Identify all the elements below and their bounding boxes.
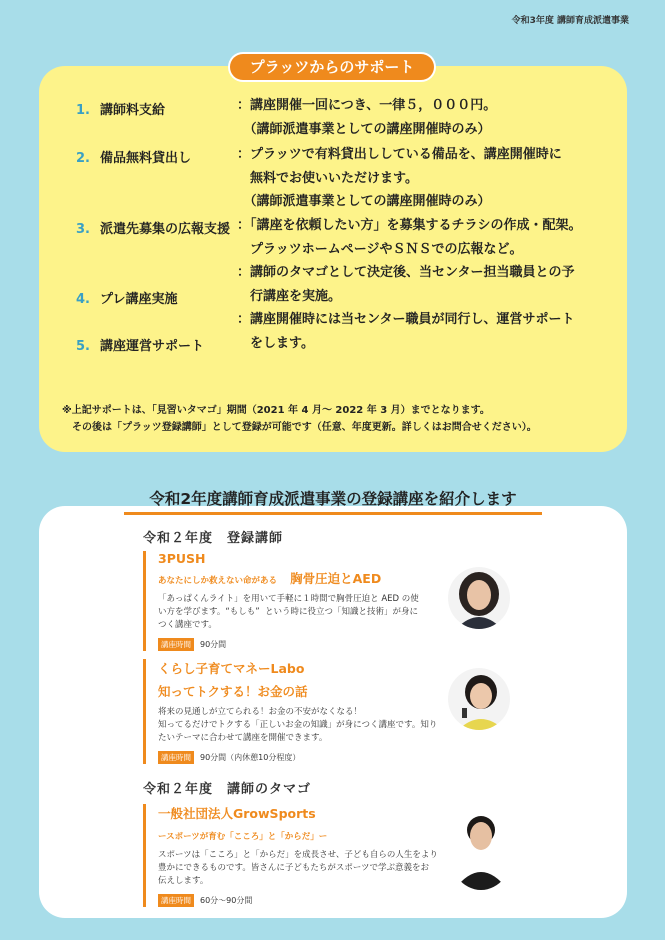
avatar xyxy=(448,668,510,730)
support-note: ※上記サポートは、「見習いタマゴ」期間（2021 年 4 月～ 2022 年 3 月）までとなります。 その後は「プラッツ登録講師」として登録が可能です（任意、年度更新。詳しくはお問合せください）。 xyxy=(62,405,537,433)
course-org: 一般社団法人GrowSports xyxy=(158,806,316,821)
course-tagline: ースポーツが育む「こころ」と「からだ」ー xyxy=(158,832,328,842)
course-description: 将来の見通しが立てられる！お金の不安がなくなる！ 知ってるだけでトクする「正しいお金の知識」が身につく講座です。知り たいテーマに合わせて講座を開催できます。 xyxy=(158,707,438,743)
time-badge: 講座時間 xyxy=(158,751,194,764)
course-title: 知ってトクする！お金の話 xyxy=(158,684,308,699)
course-time: 講座時間 90分間（内休憩10分程度） xyxy=(158,751,443,764)
course-time: 講座時間 90分間 xyxy=(158,638,443,651)
course-org: 3PUSH xyxy=(158,551,206,566)
support-desc-1: ：講座開催一回につき、一律５，０００円。 （講師派遣事業としての講座開催時のみ） xyxy=(237,98,497,137)
person-photo-icon xyxy=(448,808,514,890)
support-item-2: 2. 備品無料貸出し xyxy=(76,151,191,166)
support-desc-4: ：講師のタマゴとして決定後、当センター担当職員との予 行講座を実施。 xyxy=(237,265,575,304)
support-item-1: 1. 講師料支給 xyxy=(76,103,165,118)
course-entry xyxy=(143,804,443,907)
support-item-3: 3. 派遣先募集の広報支援 xyxy=(76,222,230,237)
course-tagline: あなたにしか救えない命がある xyxy=(158,576,278,586)
course-description: スポーツは「こころ」と「からだ」を成長させ、子ども自らの人生をより 豊かにできるものです。皆さんに子どもたちがスポーツで学ぶ意義をお 伝えします。 xyxy=(158,850,438,886)
time-badge: 講座時間 xyxy=(158,894,194,907)
support-desc-5: ：講座開催時には当センター職員が同行し、運営サポート をします。 xyxy=(237,312,575,351)
avatar xyxy=(448,567,510,629)
person-photo-icon xyxy=(448,668,510,730)
course-title: 胸骨圧迫とAED xyxy=(290,571,382,586)
support-desc-2: ：プラッツで有料貸出ししている備品を、講座開催時に 無料でお使いいただけます。 （講師派遣事業としての講座開催時のみ） xyxy=(237,147,562,209)
avatar xyxy=(448,808,514,890)
time-badge: 講座時間 xyxy=(158,638,194,651)
header-tag: 令和3年度 講師育成派遣事業 xyxy=(511,16,629,26)
category-heading-registered: 令和２年度 登録講師 xyxy=(143,531,284,546)
support-item-5: 5. 講座運営サポート xyxy=(76,339,204,354)
person-photo-icon xyxy=(448,567,510,629)
course-org: くらし子育てマネーLabo xyxy=(158,661,305,676)
course-entry xyxy=(143,551,443,651)
course-entry xyxy=(143,659,443,764)
category-heading-trainee: 令和２年度 講師のタマゴ xyxy=(143,782,312,797)
support-item-4: 4. プレ講座実施 xyxy=(76,292,178,307)
course-description: 「あっぱくんライト」を用いて手軽に１時間で胸骨圧迫と AED の使 い方を学びます。“もしも” という時に役立つ「知識と技術」が身に つく講座です。 xyxy=(158,594,419,630)
course-time: 講座時間 60分～90分間 xyxy=(158,894,443,907)
section-heading: 令和2年度講師育成派遣事業の登録講座を紹介します xyxy=(124,487,542,515)
support-title: プラッツからのサポート xyxy=(230,54,434,80)
support-desc-3: ：「講座を依頼したい方」を募集するチラシの作成・配架。 プラッツホームページやＳＮＳでの広報など。 xyxy=(237,218,582,257)
